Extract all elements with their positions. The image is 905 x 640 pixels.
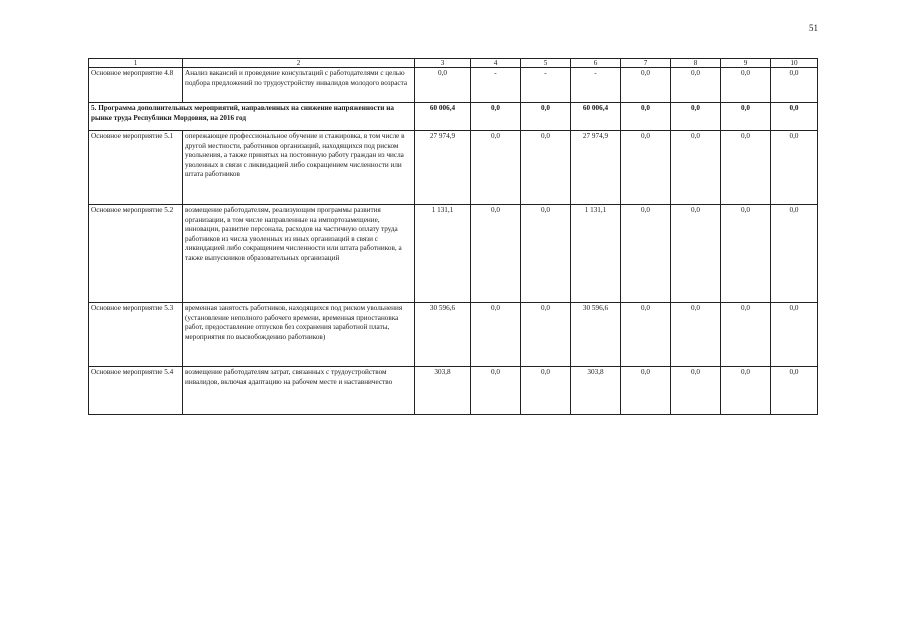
value-cell: 0,0 bbox=[671, 103, 721, 131]
value-cell: 0,0 bbox=[471, 103, 521, 131]
value-cell: 27 974,9 bbox=[571, 131, 621, 205]
activity-description: возмещение работодателям, реализующим программы развития организации, в том числе направленные на импортозамещение, инновации, развитие персонала, расходов на частичную оплату труда работников из числа уволенных из иных организаций в связи с ликвидацией либо сокращением численности или штата работников, а также выпускников образовательных организаций bbox=[183, 205, 415, 303]
activity-description: Анализ вакансий и проведение консультаций с работодателями с целью подбора предложений по трудоустройству инвалидов молодого возраста bbox=[183, 68, 415, 103]
value-cell: 0,0 bbox=[771, 68, 818, 103]
section-row bbox=[89, 103, 818, 131]
value-cell: 0,0 bbox=[671, 367, 721, 415]
value-cell: 27 974,9 bbox=[415, 131, 471, 205]
value-cell: 0,0 bbox=[721, 68, 771, 103]
activity-name: Основное мероприятие 4.8 bbox=[89, 68, 183, 103]
value-cell: 0,0 bbox=[621, 131, 671, 205]
table-row bbox=[89, 303, 818, 367]
value-cell: 60 006,4 bbox=[571, 103, 621, 131]
value-cell: 0,0 bbox=[521, 131, 571, 205]
page-number: 51 bbox=[809, 23, 818, 33]
activity-name: Основное мероприятие 5.2 bbox=[89, 205, 183, 303]
value-cell: - bbox=[571, 68, 621, 103]
section-title: 5. Программа дополнительных мероприятий, направленных на снижение напряженности на рынке труда Республики Мордовия, на 2016 год bbox=[89, 103, 415, 131]
col-header: 10 bbox=[771, 59, 818, 68]
value-cell: 0,0 bbox=[671, 205, 721, 303]
activity-description: опережающее профессиональное обучение и стажировка, в том числе в другой местности, работников организаций, находящихся под риском увольнения, а также принятых на постоянную работу граждан из числа уволенных в связи с ликвидацией либо сокращением численности или штата работников bbox=[183, 131, 415, 205]
table-header-row bbox=[89, 59, 818, 68]
value-cell: 0,0 bbox=[771, 303, 818, 367]
value-cell: - bbox=[521, 68, 571, 103]
value-cell: 0,0 bbox=[771, 205, 818, 303]
col-header: 5 bbox=[521, 59, 571, 68]
activity-name: Основное мероприятие 5.4 bbox=[89, 367, 183, 415]
value-cell: 60 006,4 bbox=[415, 103, 471, 131]
value-cell: 0,0 bbox=[621, 367, 671, 415]
value-cell: 0,0 bbox=[621, 205, 671, 303]
value-cell: 0,0 bbox=[471, 131, 521, 205]
table-row bbox=[89, 205, 818, 303]
col-header: 4 bbox=[471, 59, 521, 68]
activity-description: временная занятость работников, находящихся под риском увольнения (установление неполного рабочего времени, временная приостановка работ, предоставление отпусков без сохранения заработной платы, мероприятия по высвобождению работников) bbox=[183, 303, 415, 367]
value-cell: 0,0 bbox=[721, 103, 771, 131]
value-cell: 0,0 bbox=[621, 68, 671, 103]
value-cell: 0,0 bbox=[521, 303, 571, 367]
value-cell: 0,0 bbox=[621, 303, 671, 367]
value-cell: 0,0 bbox=[415, 68, 471, 103]
value-cell: 0,0 bbox=[471, 367, 521, 415]
value-cell: 0,0 bbox=[521, 367, 571, 415]
value-cell: 0,0 bbox=[721, 367, 771, 415]
col-header: 3 bbox=[415, 59, 471, 68]
value-cell: 30 596,6 bbox=[571, 303, 621, 367]
budget-table bbox=[88, 58, 818, 415]
value-cell: 303,8 bbox=[571, 367, 621, 415]
col-header: 2 bbox=[183, 59, 415, 68]
col-header: 8 bbox=[671, 59, 721, 68]
value-cell: 0,0 bbox=[471, 303, 521, 367]
table-row bbox=[89, 131, 818, 205]
value-cell: 0,0 bbox=[771, 367, 818, 415]
value-cell: - bbox=[471, 68, 521, 103]
value-cell: 0,0 bbox=[521, 205, 571, 303]
value-cell: 0,0 bbox=[721, 131, 771, 205]
table-row bbox=[89, 68, 818, 103]
col-header: 7 bbox=[621, 59, 671, 68]
value-cell: 30 596,6 bbox=[415, 303, 471, 367]
value-cell: 0,0 bbox=[671, 303, 721, 367]
value-cell: 1 131,1 bbox=[571, 205, 621, 303]
activity-name: Основное мероприятие 5.1 bbox=[89, 131, 183, 205]
col-header: 9 bbox=[721, 59, 771, 68]
value-cell: 0,0 bbox=[671, 131, 721, 205]
value-cell: 0,0 bbox=[471, 205, 521, 303]
value-cell: 0,0 bbox=[771, 103, 818, 131]
value-cell: 1 131,1 bbox=[415, 205, 471, 303]
value-cell: 0,0 bbox=[771, 131, 818, 205]
value-cell: 0,0 bbox=[721, 205, 771, 303]
col-header: 1 bbox=[89, 59, 183, 68]
col-header: 6 bbox=[571, 59, 621, 68]
value-cell: 0,0 bbox=[671, 68, 721, 103]
activity-name: Основное мероприятие 5.3 bbox=[89, 303, 183, 367]
value-cell: 0,0 bbox=[721, 303, 771, 367]
value-cell: 303,8 bbox=[415, 367, 471, 415]
activity-description: возмещение работодателям затрат, связанных с трудоустройством инвалидов, включая адаптацию на рабочем месте и наставничество bbox=[183, 367, 415, 415]
table-row bbox=[89, 367, 818, 415]
value-cell: 0,0 bbox=[621, 103, 671, 131]
value-cell: 0,0 bbox=[521, 103, 571, 131]
